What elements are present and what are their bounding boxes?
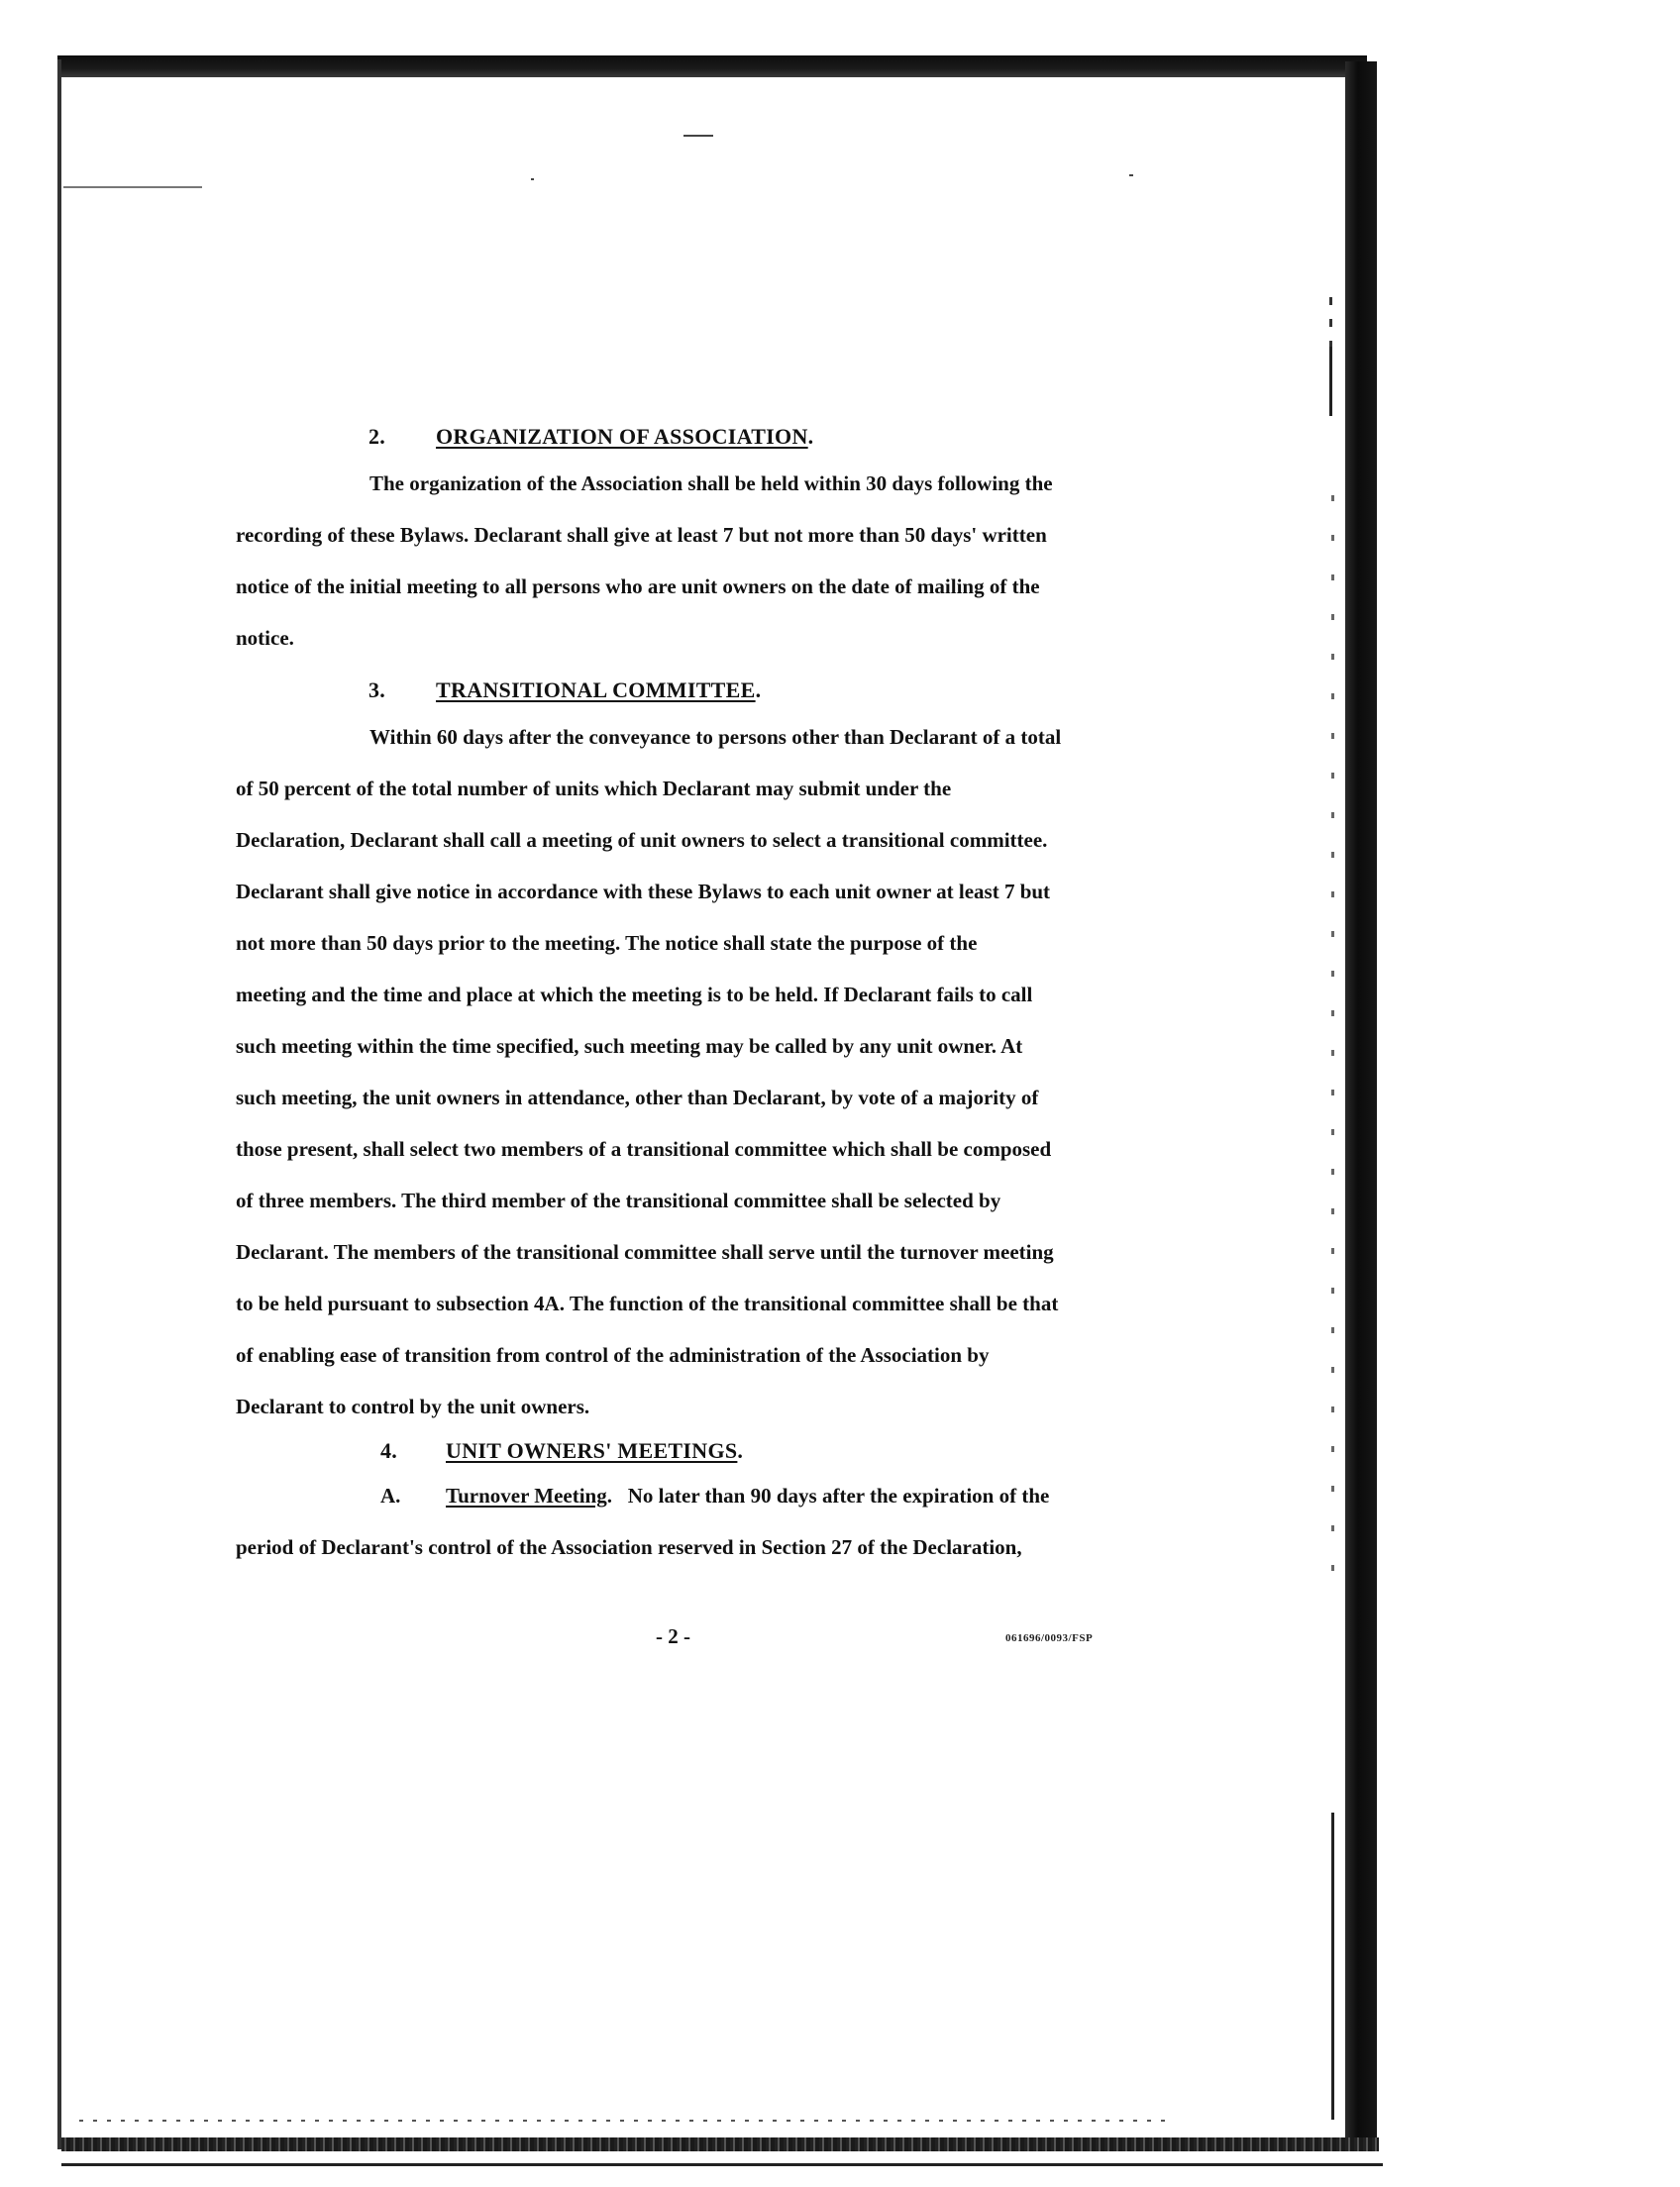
- paragraph-line: of three members. The third member of the transitional committee shall be selected by: [236, 1189, 1001, 1212]
- subsection-title: Turnover Meeting: [446, 1484, 607, 1508]
- paragraph-line: period of Declarant's control of the Association reserved in Section 27 of the Declaration,: [236, 1535, 1022, 1559]
- section-2-heading: 2. ORGANIZATION OF ASSOCIATION.: [368, 424, 814, 449]
- section-title: UNIT OWNERS' MEETINGS: [446, 1438, 738, 1463]
- paragraph-line: Declarant. The members of the transitional committee shall serve until the turnover meeting: [236, 1240, 1054, 1264]
- document-code: 061696/0093/FSP: [1005, 1632, 1094, 1644]
- section-4-body: [236, 1470, 1049, 1573]
- section-title: ORGANIZATION OF ASSOCIATION: [436, 424, 808, 449]
- paragraph-line: Within 60 days after the conveyance to persons other than Declarant of a total: [369, 725, 1062, 749]
- paragraph-line: Declaration, Declarant shall call a meeting of unit owners to select a transitional committee.: [236, 828, 1048, 852]
- paragraph-line: Declarant to control by the unit owners.: [236, 1395, 590, 1418]
- section-4-heading: 4. UNIT OWNERS' MEETINGS.: [380, 1438, 744, 1463]
- subsection-a-line: A. Turnover Meeting. No later than 90 days after the expiration of the: [236, 1470, 1049, 1521]
- paragraph-line: such meeting, the unit owners in attendance, other than Declarant, by vote of a majority of: [236, 1086, 1039, 1109]
- paragraph-line: notice.: [236, 626, 294, 650]
- section-3-body: [236, 711, 1061, 1432]
- paragraph-line: of 50 percent of the total number of units which Declarant may submit under the: [236, 777, 952, 800]
- section-title: TRANSITIONAL COMMITTEE: [436, 677, 756, 702]
- paragraph-line: meeting and the time and place at which the meeting is to be held. If Declarant fails to call: [236, 983, 1033, 1006]
- paragraph-line: those present, shall select two members of a transitional committee which shall be composed: [236, 1137, 1052, 1161]
- section-number: 3.: [368, 677, 386, 702]
- paragraph-line: The organization of the Association shall be held within 30 days following the: [369, 471, 1053, 495]
- subsection-letter: A.: [380, 1484, 401, 1508]
- paragraph-line: of enabling ease of transition from control of the administration of the Association by: [236, 1343, 990, 1367]
- page-number: - 2 -: [656, 1624, 690, 1648]
- section-number: 4.: [380, 1438, 398, 1463]
- paragraph-line: not more than 50 days prior to the meeting. The notice shall state the purpose of the: [236, 931, 978, 955]
- paragraph-line: such meeting within the time specified, such meeting may be called by any unit owner. At: [236, 1034, 1023, 1058]
- paragraph-line: to be held pursuant to subsection 4A. The function of the transitional committee shall be that: [236, 1292, 1059, 1315]
- section-2-body: [236, 458, 1053, 664]
- section-3-heading: 3. TRANSITIONAL COMMITTEE.: [368, 677, 762, 702]
- paragraph-line: recording of these Bylaws. Declarant shall give at least 7 but not more than 50 days' written: [236, 523, 1047, 547]
- paragraph-line: notice of the initial meeting to all persons who are unit owners on the date of mailing of the: [236, 574, 1040, 598]
- paragraph-line: No later than 90 days after the expiration of the: [627, 1484, 1050, 1508]
- paragraph-line: Declarant shall give notice in accordance with these Bylaws to each unit owner at least 7 but: [236, 880, 1051, 903]
- section-number: 2.: [368, 424, 386, 449]
